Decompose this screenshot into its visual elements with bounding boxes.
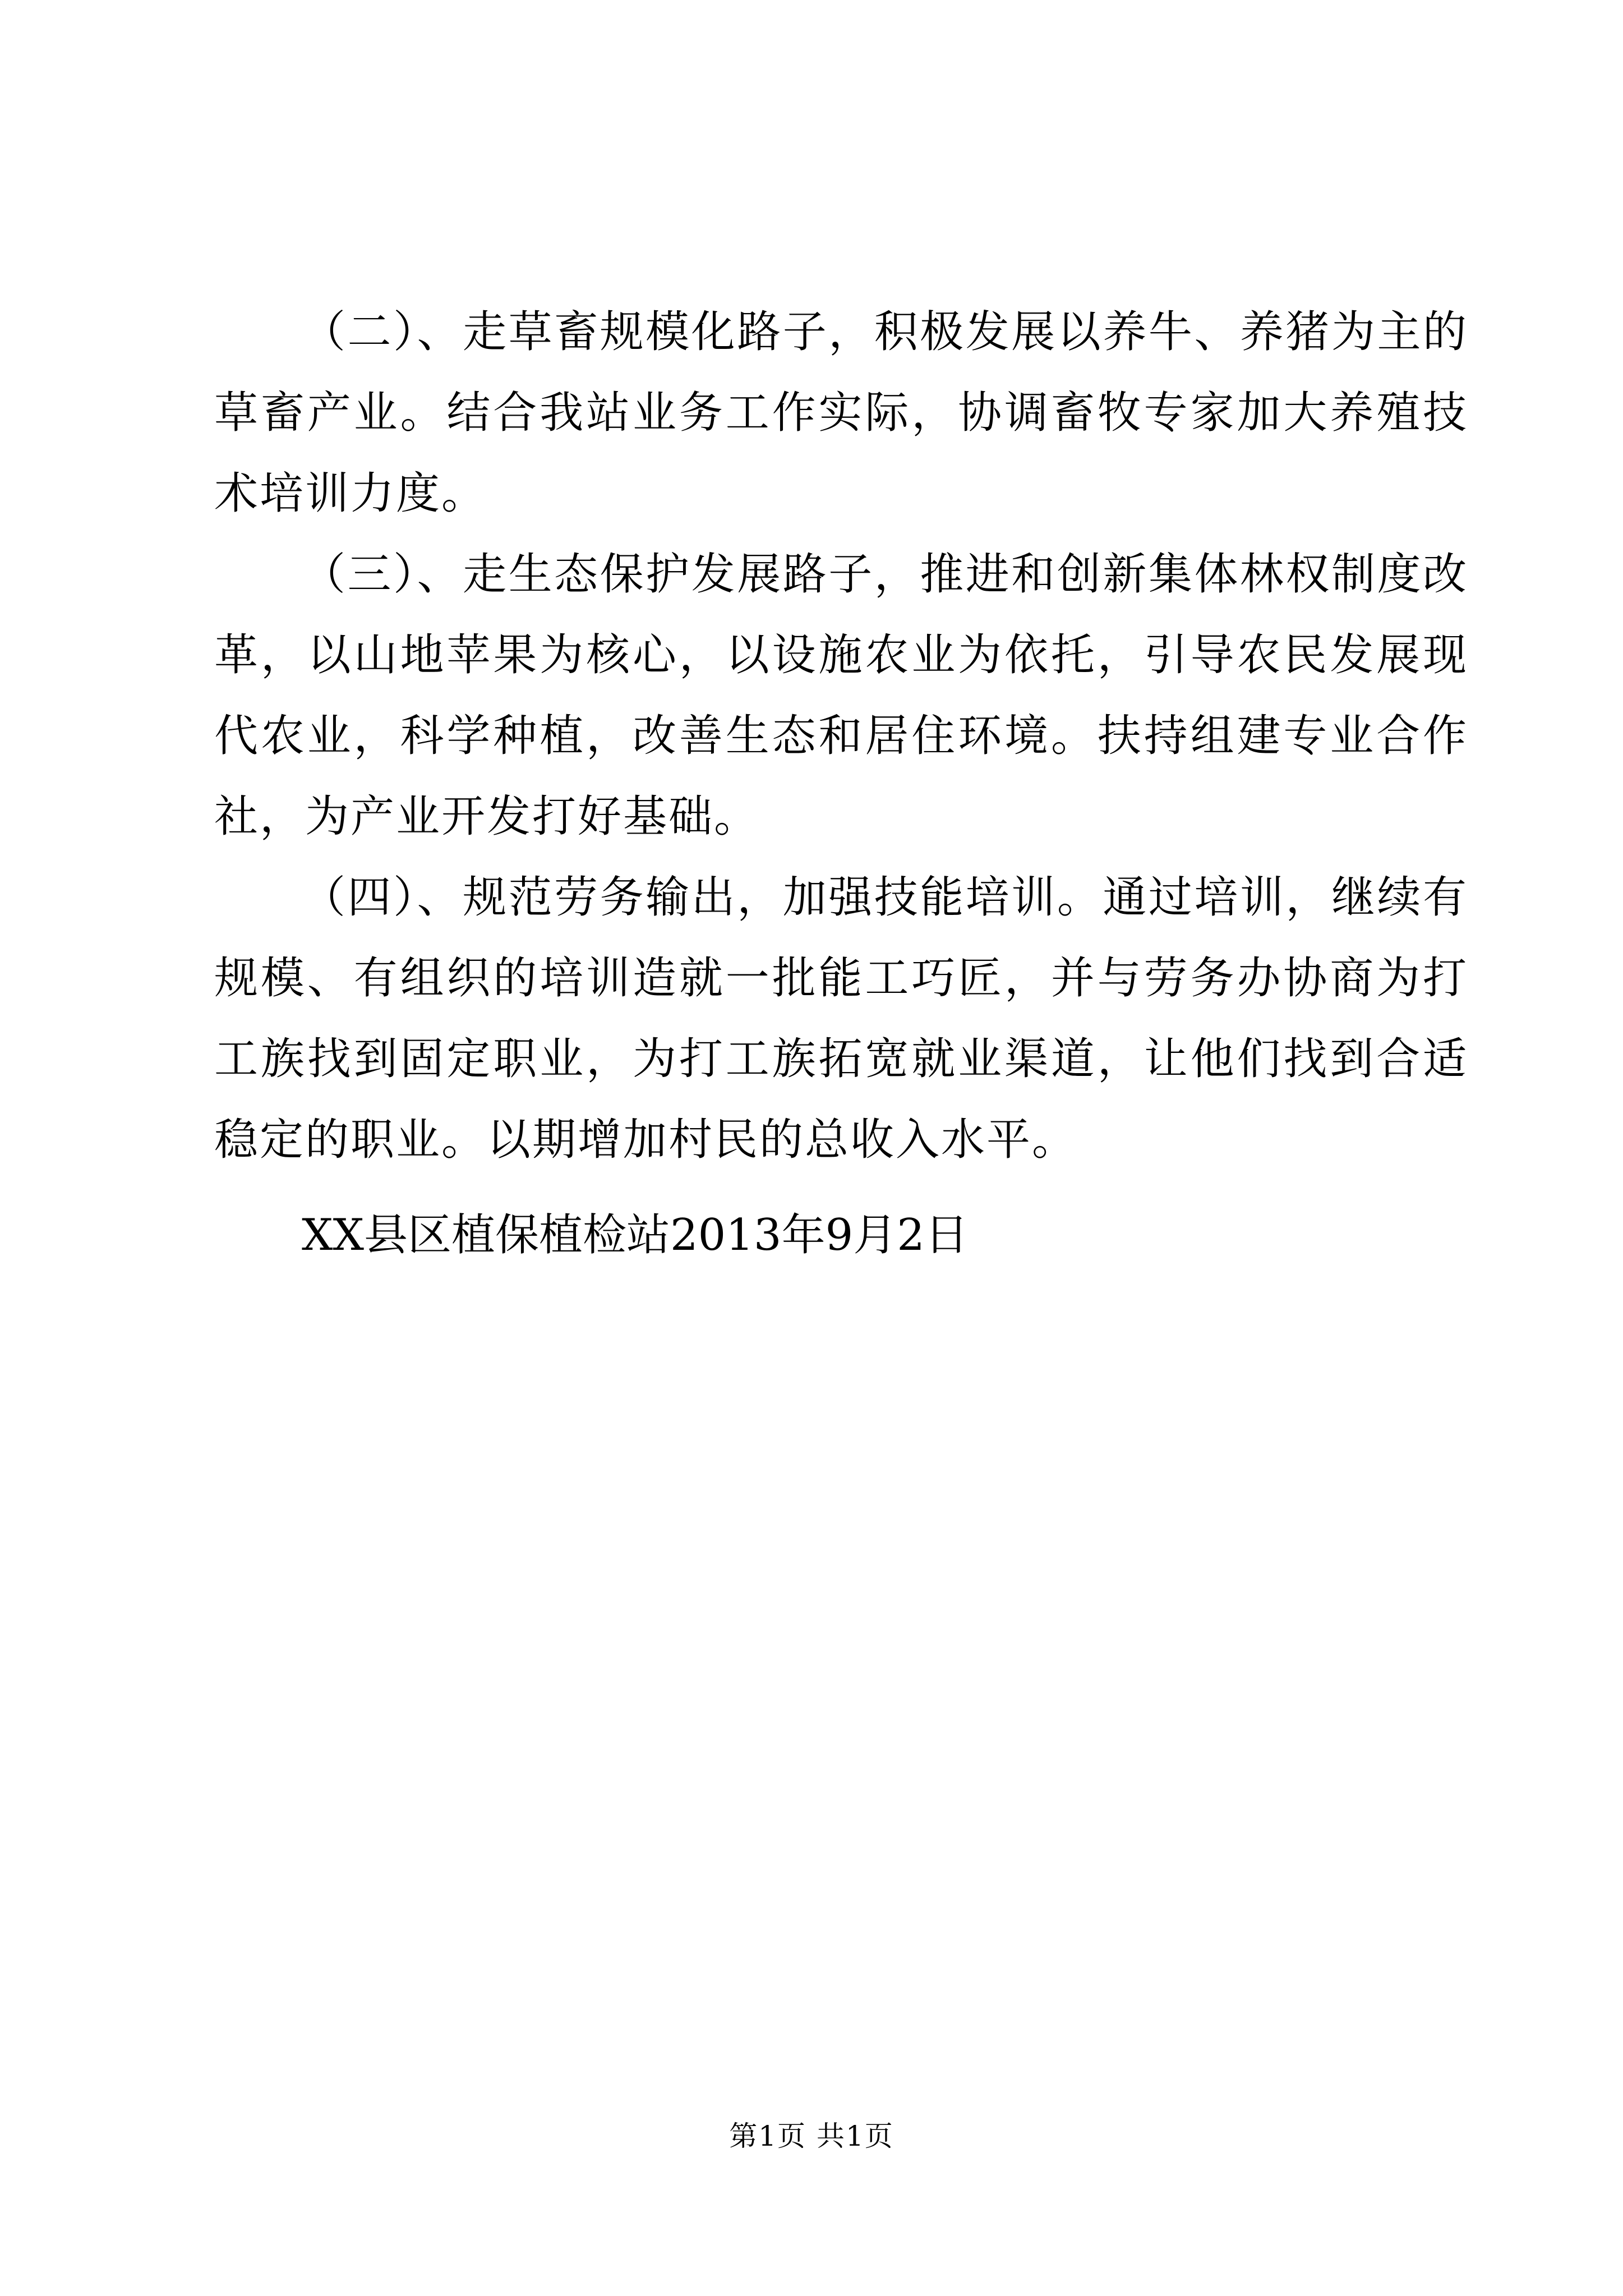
document-body bbox=[214, 292, 1468, 1180]
paragraph-section-2: （二）、走草畜规模化路子，积极发展以养牛、养猪为主的草畜产业。结合我站业务工作实际，协调畜牧专家加大养殖技术培训力度。 bbox=[214, 307, 1468, 519]
paragraph-section-3: （三）、走生态保护发展路子，推进和创新集体林权制度改革，以山地苹果为核心，以设施农业为依托，引导农民发展现代农业，科学种植，改善生态和居住环境。扶持组建专业合作社，为产业开发打好基础。 bbox=[214, 549, 1468, 842]
signature-line: XX县区植保植检站2013年9月2日 bbox=[302, 1210, 969, 1260]
paragraph-section-4: （四）、规范劳务输出，加强技能培训。通过培训，继续有规模、有组织的培训造就一批能工巧匠，并与劳务办协商为打工族找到固定职业，为打工族拓宽就业渠道，让他们找到合适稳定的职业。以期增加村民的总收入水平。 bbox=[214, 872, 1468, 1165]
page-footer: 第1页 共1页 bbox=[729, 2120, 894, 2152]
